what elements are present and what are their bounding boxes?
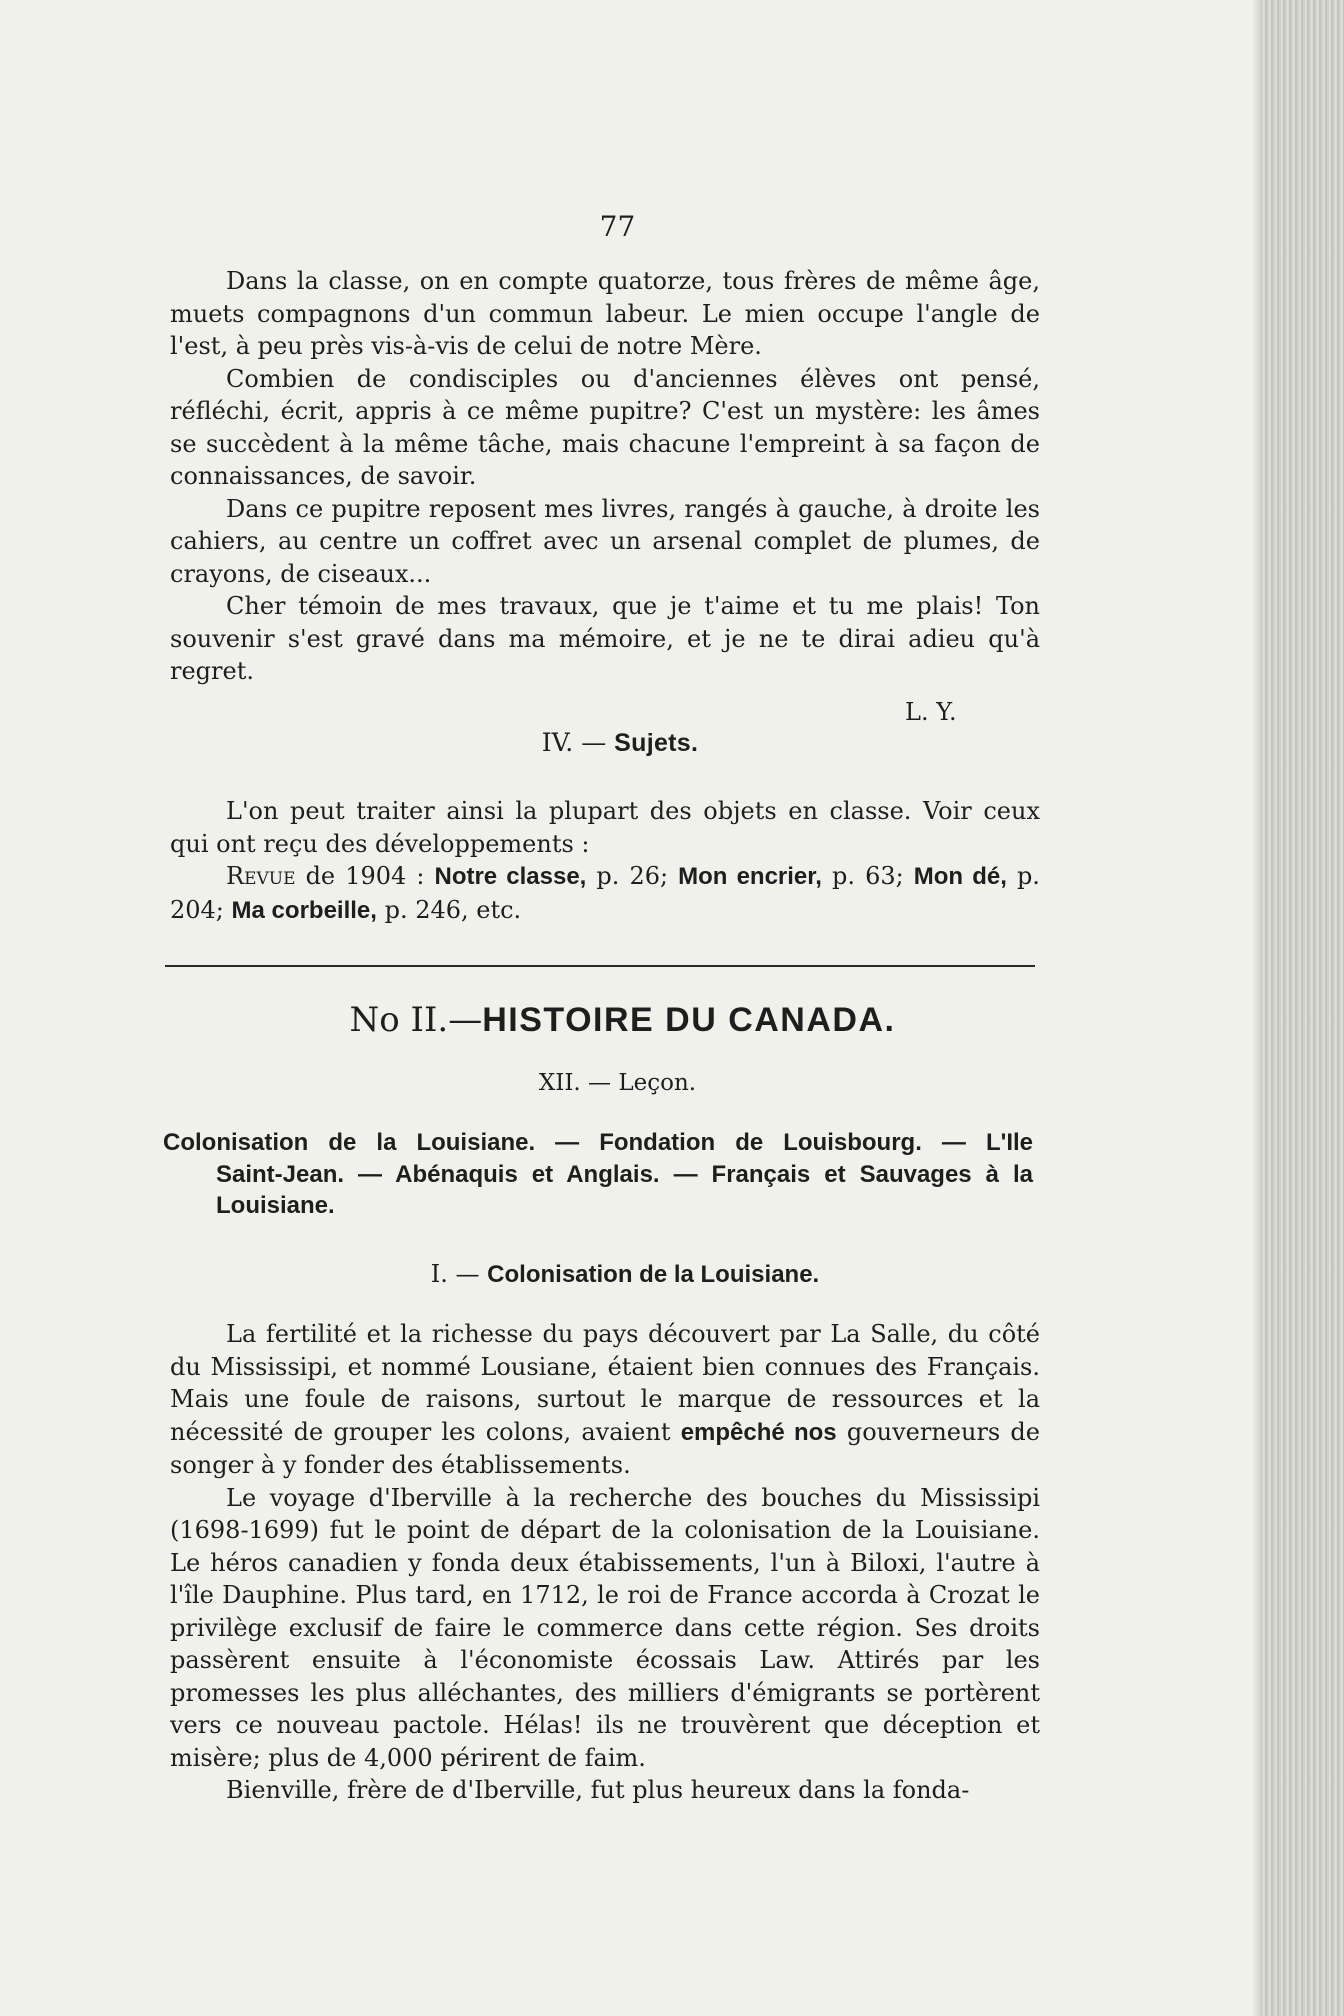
- paragraph: Bienville, frère de d'Iberville, fut plus heureux dans la fonda-: [226, 1776, 970, 1804]
- ref-title: Mon encrier,: [678, 863, 822, 890]
- summary-first-line: Colonisation de la Louisiane. — Fondation de Louisbourg. — L'Ile: [163, 1129, 1033, 1156]
- section-two-title: Colonisation de la Louisiane.: [487, 1261, 820, 1288]
- ref-title: Mon dé,: [913, 863, 1007, 890]
- text-run: La fertilité et la richesse du pays découvert par La Salle, du côté du Mississipi, et nommé Lousiane, étaient bien connues des Français. Mais une foule de raisons, surtout le marque de ressources et la nécessité de grouper les colons, avaient: [170, 1320, 1040, 1446]
- ref-page: p. 246, etc.: [384, 895, 522, 924]
- revue-references: [170, 860, 1040, 927]
- subjects-text: [170, 795, 1040, 927]
- chapter-number: No II.—: [349, 1000, 483, 1040]
- subjects-heading-title: Sujets.: [614, 729, 699, 757]
- section-divider: [165, 965, 1035, 967]
- summary-continuation: Saint-Jean. — Abénaquis et Anglais. — Français et Sauvages à la Louisiane.: [216, 1160, 1033, 1219]
- ref-page: p. 26;: [596, 862, 669, 890]
- ref-page: p. 63;: [832, 862, 904, 890]
- lesson-summary: [163, 1127, 1033, 1222]
- signature: L. Y.: [905, 698, 957, 726]
- chapter-name: HISTOIRE DU CANADA.: [482, 1001, 896, 1039]
- subjects-heading-prefix: IV. —: [541, 728, 607, 757]
- subjects-heading: [0, 728, 1240, 758]
- paragraph: [170, 1318, 1040, 1482]
- paragraph: Combien de condisciples ou d'anciennes élèves ont pensé, réfléchi, écrit, appris à ce même pupitre? C'est un mystère: les âmes se succèdent à la même tâche, mais chacune l'empreint à sa façon de connaissances, de savoir.: [170, 364, 1040, 490]
- chapter-title: [0, 1000, 1245, 1040]
- revue-label: Revue: [226, 862, 296, 890]
- paragraph: Dans la classe, on en compte quatorze, tous frères de même âge, muets compagnons d'un commun labeur. Le mien occupe l'angle de l'est, à peu près vis-à-vis de celui de notre Mère.: [170, 267, 1040, 360]
- paragraph: Le voyage d'Iberville à la recherche des bouches du Mississipi (1698-1699) fut le point de départ de la colonisation de la Louisiane. Le héros canadien y fonda deux étabissements, l'un à Biloxi, l'autre à l'île Dauphine. Plus tard, en 1712, le roi de France accorda à Crozat le privilège exclusif de faire le commerce dans cette région. Ses droits passèrent ensuite à l'économiste écossais Law. Attirés par les promesses les plus alléchantes, des milliers d'émigrants se portèrent vers ce nouveau pactole. Hélas! ils ne trouvèrent que déception et misère; plus de 4,000 périrent de faim.: [170, 1483, 1040, 1772]
- section-two-heading: [0, 1260, 1250, 1289]
- revue-year: de 1904 :: [305, 862, 425, 890]
- page-number: 77: [599, 210, 636, 243]
- section-two-text: [170, 1318, 1040, 1807]
- text-run: gouverneurs de songer à y fonder des établissements.: [170, 1417, 1040, 1479]
- ref-title: Ma corbeille,: [231, 896, 377, 924]
- section-one-text: [170, 265, 1040, 688]
- book-page-stack-edge: [1262, 0, 1344, 2016]
- paragraph: Dans ce pupitre reposent mes livres, rangés à gauche, à droite les cahiers, au centre un coffret avec un arsenal complet de plumes, de crayons, de ciseaux...: [170, 494, 1040, 588]
- paragraph: L'on peut traiter ainsi la plupart des objets en classe. Voir ceux qui ont reçu des développements :: [170, 797, 1040, 858]
- paragraph: Cher témoin de mes travaux, que je t'aime et tu me plais! Ton souvenir s'est gravé dans ma mémoire, et je ne te dirai adieu qu'à regret.: [170, 592, 1040, 685]
- section-two-prefix: I. —: [430, 1260, 480, 1288]
- ref-title: Notre classe,: [434, 863, 587, 890]
- lesson-heading: XII. — Leçon.: [538, 1070, 697, 1096]
- ref-page: p. 204;: [170, 862, 1040, 924]
- bold-run: empêché nos: [680, 1418, 837, 1446]
